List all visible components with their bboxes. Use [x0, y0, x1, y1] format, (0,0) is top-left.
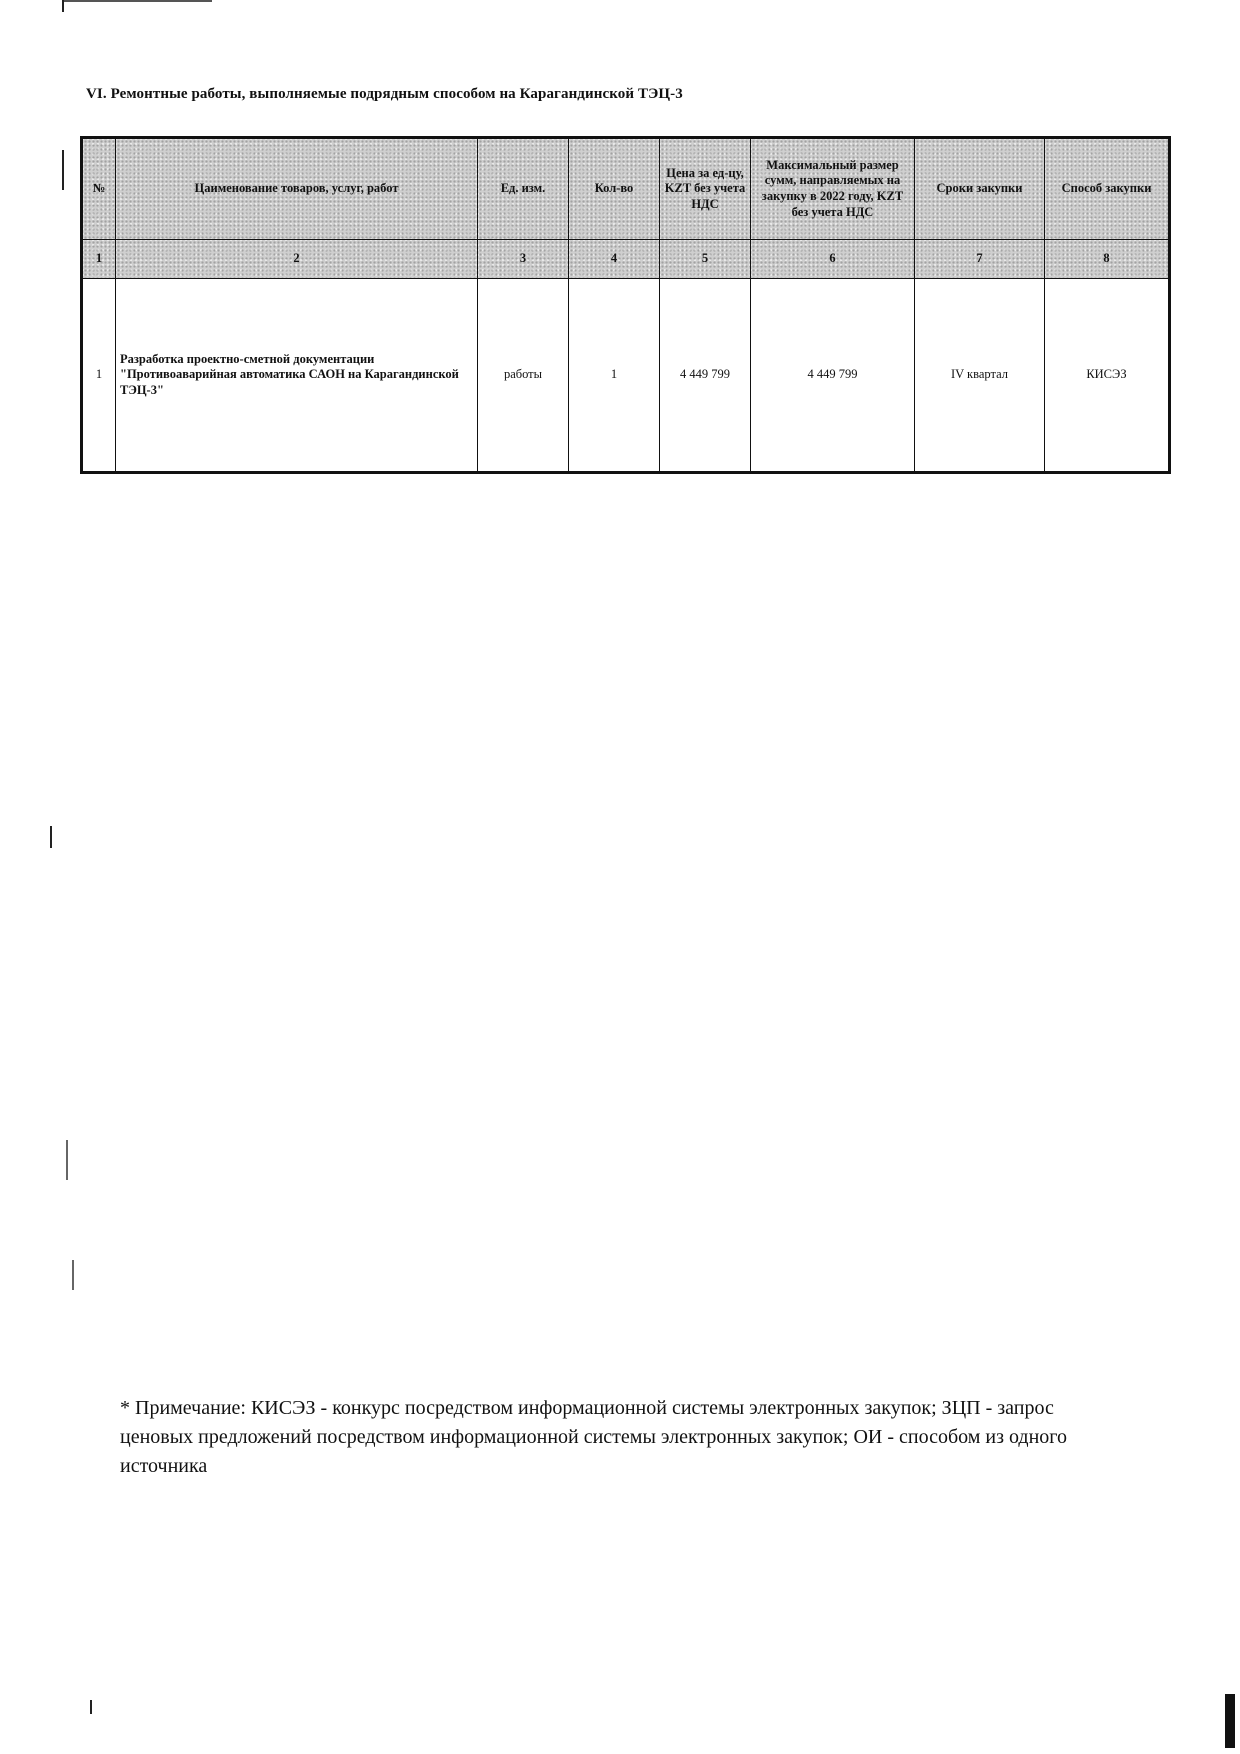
procurement-table [80, 136, 1171, 474]
scan-edge-mark [62, 0, 64, 12]
header-unit-price: Цена за ед-цу, KZT без учета НДС [660, 138, 751, 240]
row-no: 1 [82, 279, 116, 473]
column-number: 5 [660, 240, 751, 279]
scan-edge-mark [62, 150, 64, 190]
table-row [82, 279, 1170, 473]
table-header-row [82, 138, 1170, 240]
column-number: 1 [82, 240, 116, 279]
column-number: 7 [915, 240, 1045, 279]
row-name: Разработка проектно-сметной документации "Противоаварийная автоматика САОН на Карагандинской ТЭЦ-3" [116, 279, 478, 473]
column-number: 3 [478, 240, 569, 279]
scan-edge-mark [66, 1140, 68, 1180]
row-unit-price: 4 449 799 [660, 279, 751, 473]
row-qty: 1 [569, 279, 660, 473]
footnote: * Примечание: КИСЭЗ - конкурс посредством информационной системы электронных закупок; ЗЦП - запрос ценовых предложений посредством информационной системы электронных закупок; ОИ - способом из одного источника [120, 1397, 1068, 1477]
header-method: Способ закупки [1045, 138, 1170, 240]
column-number-row [82, 240, 1170, 279]
column-number: 6 [751, 240, 915, 279]
row-method: КИСЭЗ [1045, 279, 1170, 473]
section-title: VI. Ремонтные работы, выполняемые подрядным способом на Карагандинской ТЭЦ-3 [86, 86, 683, 102]
row-unit: работы [478, 279, 569, 473]
row-max-amount: 4 449 799 [751, 279, 915, 473]
header-name: Цаименование товаров, услуг, работ [116, 138, 478, 240]
header-unit: Ед. изм. [478, 138, 569, 240]
column-number: 4 [569, 240, 660, 279]
row-period: IV квартал [915, 279, 1045, 473]
column-number: 2 [116, 240, 478, 279]
header-period: Сроки закупки [915, 138, 1045, 240]
scan-edge-mark [62, 0, 212, 2]
header-max-amount: Максимальный размер сумм, направляемых на закупку в 2022 году, KZT без учета НДС [751, 138, 915, 240]
scan-edge-mark [1225, 1694, 1235, 1748]
scan-edge-mark [72, 1260, 74, 1290]
scan-edge-mark [90, 1700, 92, 1714]
scan-edge-mark [50, 826, 52, 848]
header-no: № [82, 138, 116, 240]
column-number: 8 [1045, 240, 1170, 279]
header-qty: Кол-во [569, 138, 660, 240]
